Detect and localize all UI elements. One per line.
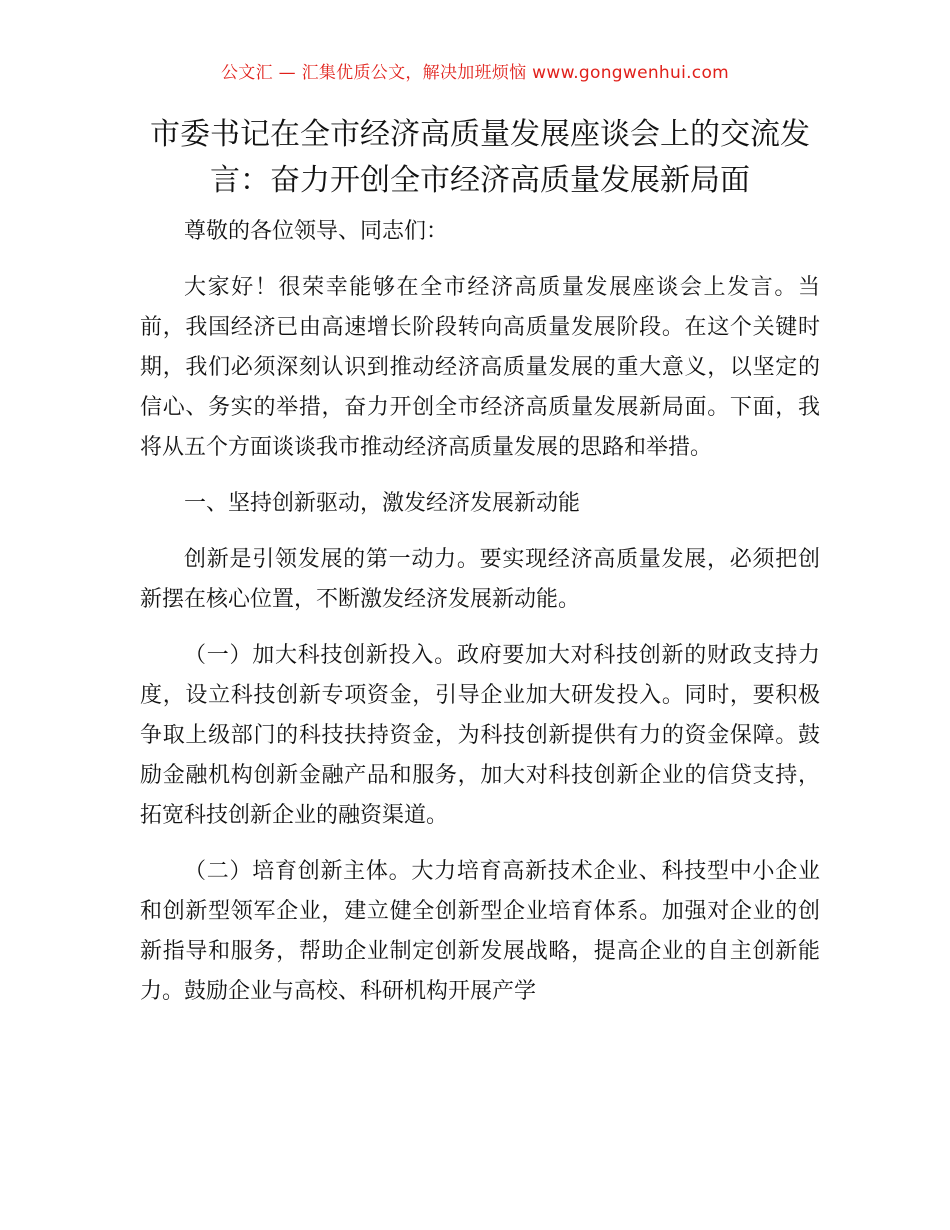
intro-paragraph: 大家好！很荣幸能够在全市经济高质量发展座谈会上发言。当前，我国经济已由高速增长阶段转向高质量发展阶段。在这个关键时期，我们必须深刻认识到推动经济高质量发展的重大意义，以坚定的信心、务实的举措，奋力开创全市经济高质量发展新局面。下面，我将从五个方面谈谈我市推动经济高质量发展的思路和举措。 <box>140 275 820 460</box>
section-intro-paragraph: 创新是引领发展的第一动力。要实现经济高质量发展，必须把创新摆在核心位置，不断激发经济发展新动能。 <box>140 547 820 612</box>
salutation: 尊敬的各位领导、同志们： <box>184 219 449 244</box>
document-body <box>140 212 820 1028</box>
section-heading-1: 一、坚持创新驱动，激发经济发展新动能 <box>184 491 581 516</box>
watermark-header[interactable]: 公文汇 — 汇集优质公文，解决加班烦恼 www.gongwenhui.com <box>220 63 730 83</box>
subsection-1-paragraph: （一）加大科技创新投入。政府要加大对科技创新的财政支持力度，设立科技创新专项资金，引导企业加大研发投入。同时，要积极争取上级部门的科技扶持资金，为科技创新提供有力的资金保障。鼓励金融机构创新金融产品和服务，加大对科技创新企业的信贷支持，拓宽科技创新企业的融资渠道。 <box>140 643 820 828</box>
subsection-2-paragraph: （二）培育创新主体。大力培育高新技术企业、科技型中小企业和创新型领军企业，建立健全创新型企业培育体系。加强对企业的创新指导和服务，帮助企业制定创新发展战略，提高企业的自主创新能力。鼓励企业与高校、科研机构开展产学 <box>140 859 820 1004</box>
document-title: 市委书记在全市经济高质量发展座谈会上的交流发言：奋力开创全市经济高质量发展新局面 <box>150 117 810 198</box>
